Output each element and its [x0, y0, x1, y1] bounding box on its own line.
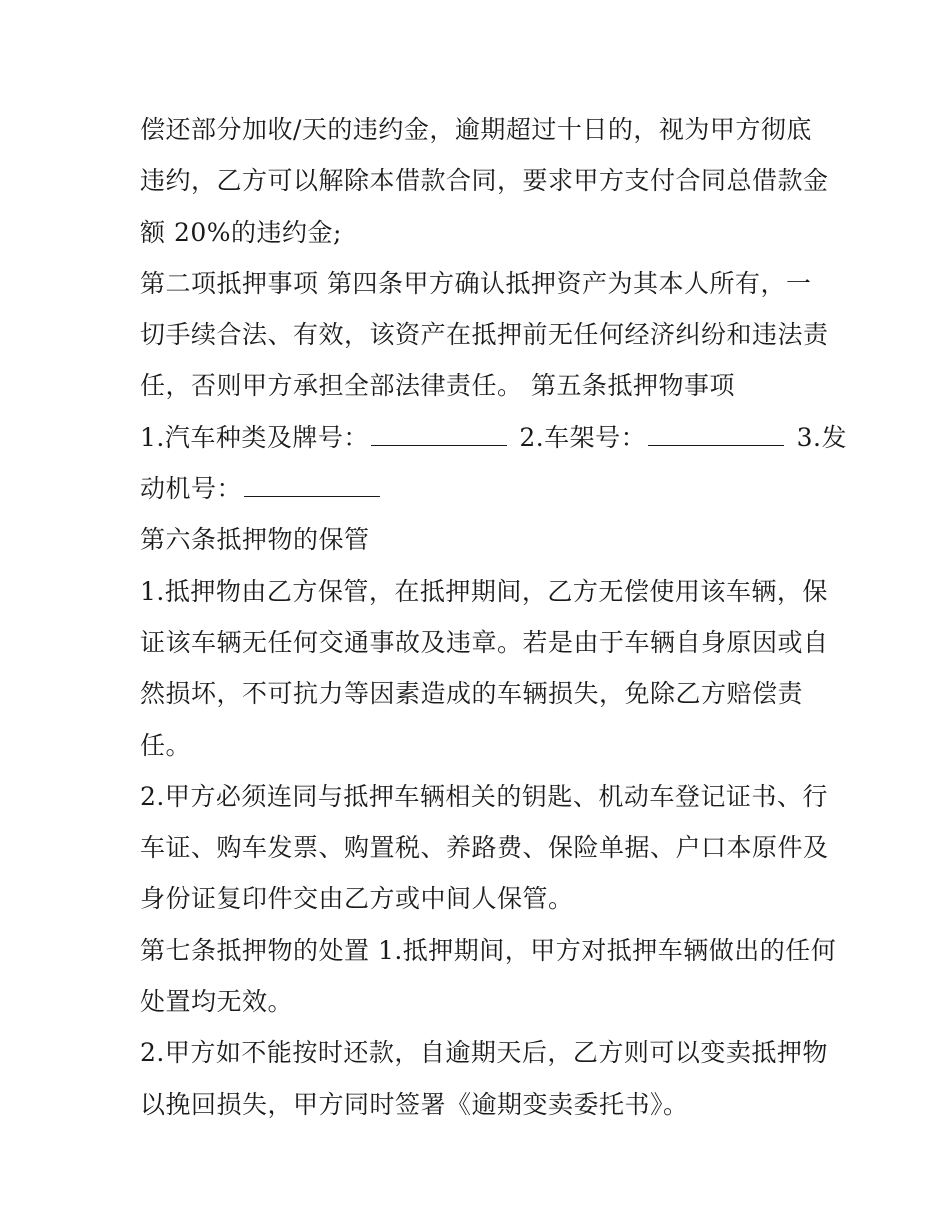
text-line: 偿还部分加收/天的违约金，逾期超过十日的，视为甲方彻底 — [140, 115, 812, 144]
text-line: 车证、购车发票、购置税、养路费、保险单据、户口本原件及 — [140, 833, 829, 863]
engine-number-line — [140, 463, 820, 514]
text-line: 切手续合法、有效，该资产在抵押前无任何经济纠纷和违法责 — [140, 320, 829, 350]
engine-number-label-end: 动机号： — [140, 474, 243, 504]
text-line: 以挽回损失，甲方同时签署《逾期变卖委托书》。 — [140, 1089, 689, 1119]
vehicle-type-blank — [371, 425, 507, 446]
document-body — [140, 104, 847, 1130]
text-line: 第七条抵押物的处置 1.抵押期间，甲方对抵押车辆做出的任何 — [140, 935, 837, 965]
vehicle-fields-line — [140, 412, 847, 463]
text-line: 任，否则甲方承担全部法律责任。 第五条抵押物事项 — [140, 371, 735, 401]
vehicle-type-label: 1.汽车种类及牌号： — [140, 422, 369, 452]
text-line: 1.抵押物由乙方保管，在抵押期间，乙方无偿使用该车辆，保 — [140, 576, 828, 606]
frame-number-blank — [648, 425, 784, 446]
text-line: 身份证复印件交由乙方或中间人保管。 — [140, 884, 574, 914]
text-line: 任。 — [140, 730, 192, 760]
text-line: 第二项抵押事项 第四条甲方确认抵押资产为其本人所有，一 — [140, 268, 812, 298]
text-line: 处置均无效。 — [140, 987, 294, 1017]
text-line: 违约，乙方可以解除本借款合同，要求甲方支付合同总借款金 — [140, 166, 829, 196]
section-heading: 第六条抵押物的保管 — [140, 525, 370, 555]
text-line: 然损坏，不可抗力等因素造成的车辆损失，免除乙方赔偿责 — [140, 679, 804, 709]
engine-number-label-start: 3.发 — [796, 422, 847, 452]
text-line: 证该车辆无任何交通事故及违章。若是由于车辆自身原因或自 — [140, 627, 829, 657]
text-line: 额 20%的违约金; — [140, 217, 342, 247]
text-line: 2.甲方如不能按时还款，自逾期天后，乙方则可以变卖抵押物 — [140, 1038, 828, 1068]
text-line: 2.甲方必须连同与抵押车辆相关的钥匙、机动车登记证书、行 — [140, 781, 828, 811]
frame-number-label: 2.车架号： — [519, 422, 647, 452]
engine-number-blank — [244, 476, 380, 497]
